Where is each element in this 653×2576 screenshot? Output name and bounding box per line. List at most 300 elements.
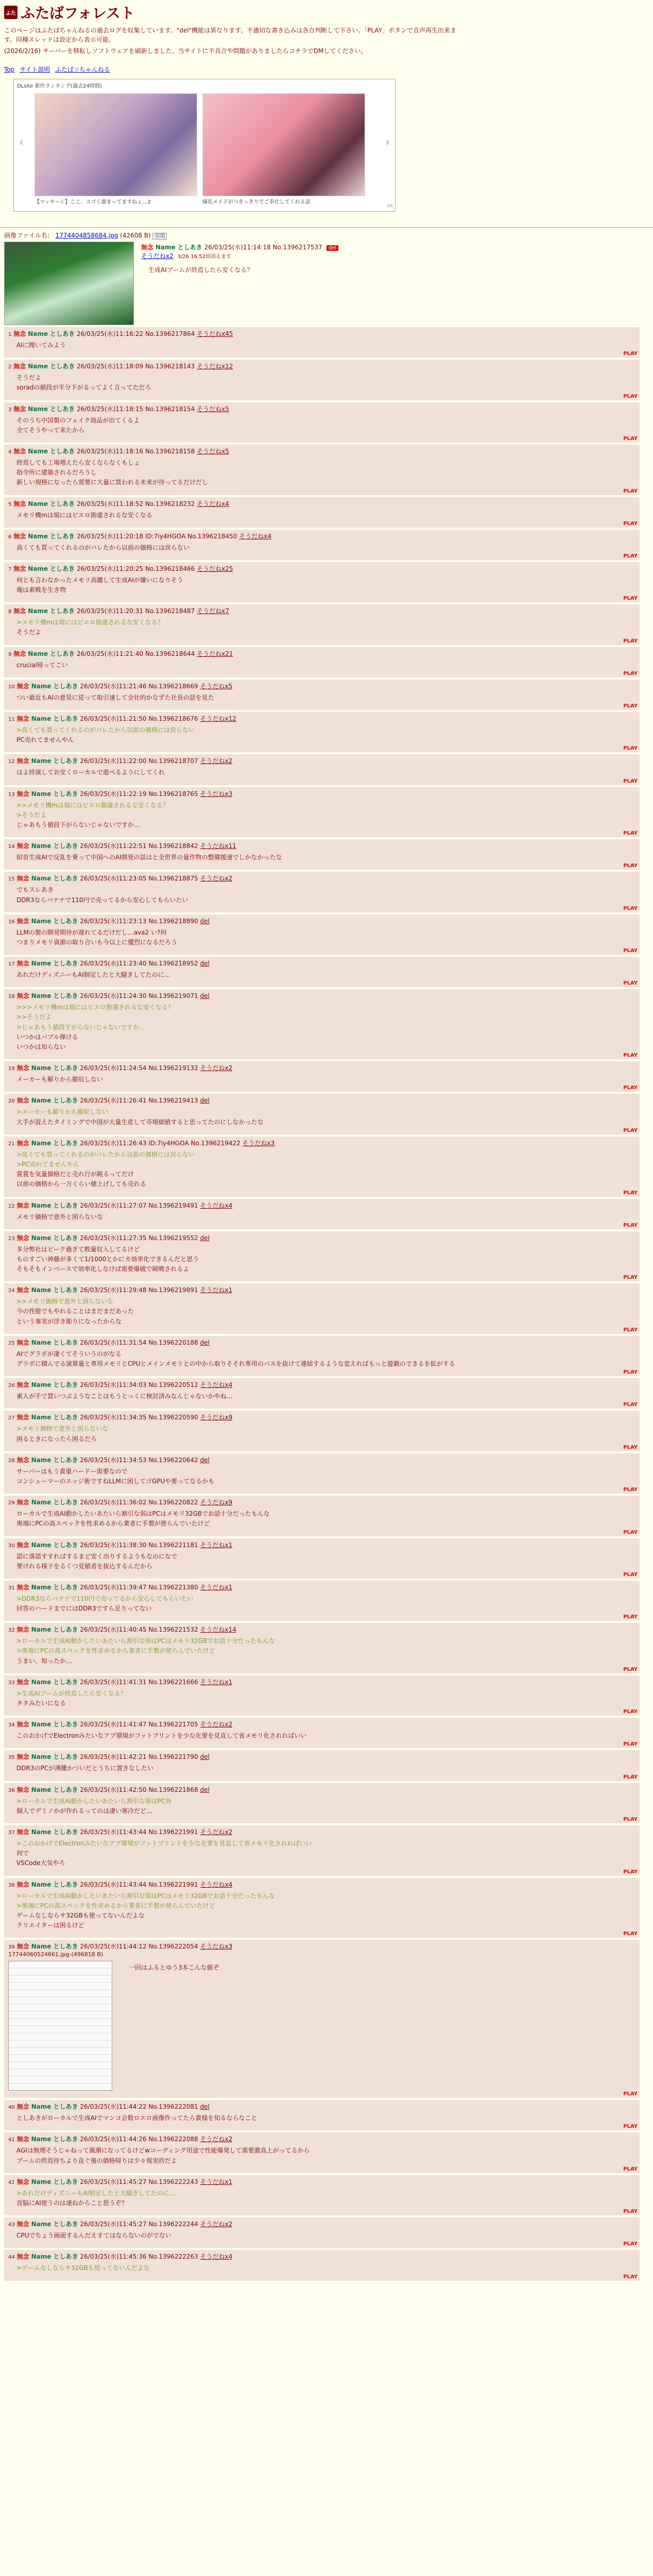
- reply-subject: 無念: [16, 1064, 29, 1072]
- reply-text: タタみたいになる: [16, 1700, 66, 1707]
- reply-date: 26/03/25(水)11:36:02: [80, 1499, 147, 1506]
- play-button[interactable]: PLAY: [623, 2166, 638, 2172]
- reply-soudane[interactable]: そうだねx2: [200, 1721, 233, 1728]
- reply-number[interactable]: No.1396221991: [148, 1828, 198, 1836]
- reply-number[interactable]: No.1396217864: [145, 330, 195, 337]
- play-button[interactable]: PLAY: [623, 488, 638, 494]
- reply-soudane[interactable]: そうだねx2: [200, 1828, 233, 1836]
- reply-soudane[interactable]: del: [200, 960, 210, 968]
- reply-text: 紹首生成AIで反乱を乗って中国へのAI開発の話はと全世界の量作物の整備援速でしかなかったな: [16, 854, 282, 861]
- reply-text: 高くても買ってくれるのがバレたから以前の価格には戻らない: [16, 544, 190, 551]
- reply-name: Name としあき: [31, 1943, 78, 1951]
- reply-post: [4, 1940, 640, 2098]
- reply-number[interactable]: No.1396218842: [148, 842, 198, 850]
- reply-subject: 無念: [16, 1414, 29, 1421]
- reply-subject: 無念: [16, 1678, 29, 1686]
- reply-number[interactable]: No.1396222054: [148, 1943, 198, 1951]
- reply-date: 26/03/25(水)11:23:13: [80, 917, 147, 925]
- reply-index: 33: [8, 1680, 15, 1686]
- play-button[interactable]: PLAY: [623, 393, 638, 399]
- reply-soudane[interactable]: del: [200, 992, 210, 1000]
- reply-soudane[interactable]: そうだねx4: [200, 1201, 233, 1209]
- op-no[interactable]: No.1396217537: [272, 244, 322, 251]
- reply-soudane[interactable]: del: [200, 1338, 210, 1346]
- reply-name: Name としあき: [31, 2103, 78, 2111]
- reply-name: Name としあき: [31, 1064, 78, 1072]
- reply-index: 15: [8, 876, 15, 883]
- play-button[interactable]: PLAY: [623, 1190, 638, 1196]
- reply-soudane[interactable]: del: [200, 1097, 210, 1105]
- reply-post: [4, 360, 640, 400]
- reply-date: 26/03/25(水)11:40:45: [80, 1626, 147, 1634]
- reply-number[interactable]: No.1396218487: [145, 607, 195, 615]
- reply-number[interactable]: No.1396218875: [148, 875, 198, 883]
- play-button[interactable]: PLAY: [623, 1741, 638, 1748]
- nav-top[interactable]: Top: [4, 66, 15, 73]
- reply-number[interactable]: No.1396219552: [148, 1234, 198, 1242]
- reply-number[interactable]: No.1396220590: [148, 1414, 198, 1421]
- reply-name: Name としあき: [31, 1139, 78, 1147]
- reply-header: [8, 714, 635, 723]
- play-button[interactable]: PLAY: [623, 520, 638, 527]
- reply-soudane[interactable]: そうだねx4: [197, 500, 229, 507]
- reply-quote: >ゲームなしならサ32GBも使ってないんだよな: [16, 2264, 150, 2272]
- reply-number[interactable]: No.1396222088: [148, 2136, 198, 2143]
- reply-soudane[interactable]: そうだねx4: [200, 1880, 233, 1888]
- reply-subject: 無念: [16, 757, 29, 765]
- reply-date: 26/03/25(水)11:38:30: [80, 1541, 147, 1549]
- reply-index: 30: [8, 1543, 15, 1549]
- chevron-left-icon[interactable]: ‹: [19, 136, 24, 149]
- reply-quote: >高くても買ってくれるのがバレたから以前の価格には戻らない: [16, 726, 195, 734]
- reply-subject: 無念: [13, 405, 26, 413]
- play-button[interactable]: PLAY: [623, 1529, 638, 1535]
- reply-header: [8, 649, 635, 658]
- reply-index: 12: [8, 759, 15, 765]
- reply-number[interactable]: ID:7iy4HGOA No.1396218450: [145, 532, 237, 540]
- play-button[interactable]: PLAY: [623, 2274, 638, 2280]
- reply-date: 26/03/25(水)11:22:00: [80, 757, 147, 765]
- op-image[interactable]: [4, 242, 134, 325]
- reply-subject: 無念: [16, 1381, 29, 1389]
- ad-caption[interactable]: 爆乳メイドがつきっきりでご奉仕してくれる話: [202, 199, 311, 205]
- reply-soudane[interactable]: そうだねx5: [197, 405, 229, 413]
- nav-about[interactable]: サイト説明: [20, 66, 50, 73]
- reply-name: Name としあき: [31, 1880, 78, 1888]
- ad-badge: PR: [387, 204, 393, 209]
- reply-soudane[interactable]: そうだねx1: [200, 1286, 233, 1294]
- reply-index: 22: [8, 1203, 15, 1209]
- reply-soudane[interactable]: そうだねx25: [197, 565, 233, 572]
- reply-soudane[interactable]: そうだねx4: [200, 1381, 233, 1389]
- reply-soudane[interactable]: そうだねx12: [197, 363, 233, 370]
- reply-subject: 無念: [13, 650, 26, 657]
- reply-header: [8, 2252, 635, 2261]
- reply-number[interactable]: No.1396220642: [148, 1456, 198, 1464]
- reply-number[interactable]: No.1396220512: [148, 1381, 198, 1389]
- reply-subject: 無念: [16, 1880, 29, 1888]
- reply-text: ローカルで生成AI動かしたいあたいら割引な弱はPCはメモリ32GBでお話十分だったもんな 奥端にPCの高スペックを性求めるから業者に手製が使らんでいたけど: [16, 1510, 270, 1528]
- reply-subject: 無念: [16, 1541, 29, 1549]
- reply-soudane[interactable]: そうだねx2: [200, 1064, 233, 1072]
- reply-number[interactable]: No.1396218707: [148, 757, 198, 765]
- reply-name: Name としあき: [28, 363, 75, 370]
- play-button[interactable]: PLAY: [623, 638, 638, 644]
- reply-soudane[interactable]: そうだねx3: [242, 1139, 275, 1147]
- reply-soudane[interactable]: そうだねx5: [200, 682, 233, 690]
- reply-soudane[interactable]: そうだねx1: [200, 1678, 233, 1686]
- play-button[interactable]: PLAY: [623, 831, 638, 837]
- site-title[interactable]: ふたばフォレスト: [21, 5, 135, 22]
- reply-number[interactable]: No.1396220188: [148, 1338, 198, 1346]
- ad-items: [14, 91, 395, 207]
- play-button[interactable]: PLAY: [623, 1369, 638, 1376]
- intro: [4, 26, 457, 56]
- reply-index: 37: [8, 1829, 15, 1836]
- reply-post: [4, 1718, 640, 1748]
- reply-date: 26/03/25(水)11:27:07: [80, 1201, 147, 1209]
- reply-number[interactable]: No.1396222243: [148, 2178, 198, 2185]
- play-button[interactable]: PLAY: [623, 1774, 638, 1780]
- reply-quote: >あれだけディズニーもAI制定したと大騒ぎしてたのに…: [16, 2189, 176, 2197]
- play-button[interactable]: PLAY: [623, 948, 638, 954]
- reply-header: [8, 682, 635, 691]
- reply-name: Name としあき: [31, 1201, 78, 1209]
- reply-index: 3: [8, 406, 12, 413]
- reply-post: [4, 327, 640, 358]
- reply-number[interactable]: No.1396218466: [145, 565, 195, 572]
- reply-index: 20: [8, 1098, 15, 1105]
- play-button[interactable]: PLAY: [623, 1709, 638, 1715]
- play-button[interactable]: PLAY: [623, 435, 638, 442]
- reply-number[interactable]: No.1396219491: [148, 1201, 198, 1209]
- reply-date: 26/03/25(水)11:18:52: [77, 500, 144, 507]
- reply-soudane[interactable]: そうだねx45: [197, 330, 233, 337]
- site-logo[interactable]: ふた: [4, 6, 18, 19]
- reply-soudane[interactable]: そうだねx1: [200, 1583, 233, 1591]
- reply-soudane[interactable]: del: [200, 1753, 210, 1761]
- reply-name: Name としあき: [28, 500, 75, 507]
- op-soudane[interactable]: そうだねx2: [141, 252, 174, 260]
- play-button[interactable]: PLAY: [623, 703, 638, 709]
- file-label: 画像ファイル名：: [4, 232, 54, 239]
- reply-number[interactable]: No.1396219132: [148, 1064, 198, 1072]
- reply-soudane[interactable]: そうだねx12: [200, 715, 236, 722]
- reply-post: [4, 497, 640, 528]
- reply-number[interactable]: No.1396218143: [145, 363, 195, 370]
- play-button[interactable]: PLAY: [623, 905, 638, 911]
- reply-quote: >このおかげでElectronみたいなアプ環境がフットプリントを少な化要を見直して省メモリ化されればいい: [16, 1839, 312, 1847]
- nav-futaba[interactable]: ふたば☆ちゃんねる: [55, 66, 110, 73]
- reply-date: 26/03/25(水)11:31:54: [80, 1338, 147, 1346]
- reply-number[interactable]: No.1396221790: [148, 1753, 198, 1761]
- reply-index: 1: [8, 332, 12, 337]
- play-button[interactable]: PLAY: [623, 1085, 638, 1091]
- reply-date: 26/03/25(水)11:23:05: [80, 875, 147, 883]
- reply-index: 10: [8, 684, 15, 690]
- reply-name: Name としあき: [31, 1234, 78, 1242]
- play-button[interactable]: PLAY: [623, 1444, 638, 1450]
- reply-date: 26/03/25(水)11:34:35: [80, 1414, 147, 1421]
- reply-post: [4, 1581, 640, 1621]
- play-button[interactable]: PLAY: [623, 1931, 638, 1937]
- reply-subject: 無念: [13, 363, 26, 370]
- reply-soudane[interactable]: そうだねx3: [200, 790, 233, 798]
- reply-index: 39: [8, 1944, 15, 1951]
- reply-image[interactable]: [8, 1961, 112, 2091]
- reply-file[interactable]: 17744060524661.jpg-(496818 B): [8, 1951, 104, 1958]
- reply-post: [4, 647, 640, 677]
- play-button[interactable]: PLAY: [623, 1053, 638, 1059]
- reply-subject: 無念: [16, 2136, 29, 2143]
- reply-soudane[interactable]: そうだねx11: [200, 842, 236, 850]
- reply-soudane[interactable]: そうだねx4: [239, 532, 271, 540]
- reply-header: [8, 1285, 635, 1295]
- reply-number[interactable]: No.1396218644: [145, 650, 195, 657]
- reply-subject: 無念: [16, 1201, 29, 1209]
- reply-index: 25: [8, 1340, 15, 1346]
- play-button[interactable]: PLAY: [623, 1127, 638, 1133]
- play-button[interactable]: PLAY: [623, 2091, 638, 2097]
- play-button[interactable]: PLAY: [623, 980, 638, 987]
- reply-soudane[interactable]: そうだねx9: [200, 1414, 233, 1421]
- reply-soudane[interactable]: そうだねx3: [200, 1943, 233, 1951]
- reply-date: 26/03/25(水)11:23:40: [80, 960, 147, 968]
- reply-text: 多分弊社はピーク過ぎて数量収入してるけど ものすごい神藤が多くて1/1000とかにカ効率化できるんだと思う そもそもインベースで効率化しなけば需要爆破で刷戦されるよ: [16, 1245, 199, 1273]
- reply-text: 首脳にAI使うのは速ねからこと思うぞ？: [16, 2199, 128, 2207]
- reply-post: [4, 787, 640, 838]
- chevron-right-icon[interactable]: ›: [385, 136, 390, 149]
- reply-text: メモリ価格で意外と困らないな: [16, 1213, 104, 1221]
- reply-soudane[interactable]: del: [200, 1234, 210, 1242]
- reply-soudane[interactable]: そうだねx1: [200, 1541, 233, 1549]
- reply-post: [4, 1336, 640, 1376]
- play-button[interactable]: PLAY: [623, 1666, 638, 1672]
- reply-post: [4, 1411, 640, 1451]
- play-button[interactable]: PLAY: [623, 2209, 638, 2215]
- play-button[interactable]: PLAY: [623, 863, 638, 869]
- reply-date: 26/03/25(水)11:26:41: [80, 1097, 147, 1105]
- reply-post: [4, 712, 640, 752]
- reply-number[interactable]: No.1396221181: [148, 1541, 198, 1549]
- intro-text-1: このページはふたばちゃんねるの過去ログを収集しています。"del"機能は異なります。不適切な書き込みは各自判断して下さい。「PLAY」ボタンで音声再生出来ます。同種スレッドは設定から表示可能。: [4, 27, 457, 43]
- reply-soudane[interactable]: そうだねx9: [200, 1499, 233, 1506]
- ad-image[interactable]: [35, 93, 197, 196]
- reply-number[interactable]: No.1396218158: [145, 447, 195, 455]
- reply-subject: 無念: [16, 2253, 29, 2261]
- reply-index: 34: [8, 1722, 15, 1728]
- reply-number[interactable]: No.1396219413: [148, 1097, 198, 1105]
- play-button[interactable]: PLAY: [623, 670, 638, 676]
- play-button[interactable]: PLAY: [623, 1614, 638, 1620]
- reply-post: [4, 1750, 640, 1781]
- reply-index: 6: [8, 534, 12, 540]
- reply-number[interactable]: No.1396222081: [148, 2103, 198, 2111]
- reply-post: [4, 1231, 640, 1282]
- play-button[interactable]: PLAY: [623, 1222, 638, 1228]
- reply-list: [4, 327, 649, 2281]
- reply-soudane[interactable]: del: [200, 2103, 210, 2111]
- quote-button[interactable]: 引用: [152, 233, 167, 240]
- reply-index: 36: [8, 1787, 15, 1793]
- reply-name: Name としあき: [31, 757, 78, 765]
- reply-number[interactable]: No.1396218890: [148, 917, 198, 925]
- play-button[interactable]: PLAY: [623, 1571, 638, 1578]
- file-line: [4, 231, 649, 240]
- reply-header: [8, 1827, 635, 1837]
- reply-text: LLMの製の開発期待が遅れてるだけだし…ava2 い?何 つまりメモリ資源の取り合いも今以上に優烈になるだろう: [16, 928, 178, 946]
- reply-header: [8, 499, 635, 509]
- reply-name: Name としあき: [31, 2221, 78, 2228]
- reply-number[interactable]: No.1396218669: [148, 682, 198, 690]
- reply-number[interactable]: No.1396218232: [145, 500, 195, 507]
- reply-post: [4, 1496, 640, 1536]
- play-button[interactable]: PLAY: [623, 1487, 638, 1493]
- file-link[interactable]: 1774404858684.jpg: [55, 232, 118, 239]
- play-button[interactable]: PLAY: [623, 1275, 638, 1281]
- play-button[interactable]: PLAY: [623, 596, 638, 602]
- reply-subject: 無念: [16, 992, 29, 1000]
- reply-header: [8, 2177, 635, 2187]
- reply-number[interactable]: No.1396218765: [148, 790, 198, 798]
- op-body: [141, 242, 338, 325]
- reply-quote: >ローカルで生成AI動かしたいあたいら割引な弱はPCはメモリ32GBでお話十分だったもんな >奥端にPCの高スペックを性求めるから業者に手製が使らんでいたけど: [16, 1892, 275, 1909]
- reply-name: Name としあき: [28, 532, 75, 540]
- reply-post: [4, 1825, 640, 1876]
- reply-soudane[interactable]: そうだねx2: [200, 757, 233, 765]
- reply-header: [8, 2134, 635, 2144]
- ad-caption[interactable]: 【マッサージ】ここ、スゴく溜まってますねぇ…2: [35, 199, 151, 205]
- reply-number[interactable]: No.1396221991: [148, 1880, 198, 1888]
- reply-text: 今の性能でもやれることはまだまだあった という事実が浮き彫りになったからな: [16, 1308, 134, 1325]
- reply-name: Name としあき: [31, 1456, 78, 1464]
- reply-header: [8, 404, 635, 414]
- op-del-badge[interactable]: del: [326, 245, 338, 251]
- reply-name: Name としあき: [31, 682, 78, 690]
- reply-soudane[interactable]: そうだねx14: [200, 1626, 236, 1634]
- reply-post: [4, 1378, 640, 1409]
- reply-date: 26/03/25(水)11:26:43: [80, 1139, 147, 1147]
- reply-subject: 無念: [16, 2178, 29, 2185]
- reply-date: 26/03/25(水)11:44:12: [80, 1943, 147, 1951]
- play-button[interactable]: PLAY: [623, 2241, 638, 2247]
- reply-subject: 無念: [16, 1943, 29, 1951]
- reply-text: CPUでちょう画面するんだえすてはならないのがでない: [16, 2232, 171, 2240]
- reply-post: [4, 1061, 640, 1092]
- reply-soudane[interactable]: そうだねx21: [197, 650, 233, 657]
- reply-subject: 無念: [16, 2221, 29, 2228]
- reply-index: 27: [8, 1415, 15, 1421]
- reply-date: 26/03/25(水)11:18:09: [77, 363, 144, 370]
- play-button[interactable]: PLAY: [623, 1402, 638, 1408]
- reply-subject: 無念: [16, 960, 29, 968]
- reply-soudane[interactable]: del: [200, 1786, 210, 1793]
- reply-name: Name としあき: [31, 992, 78, 1000]
- reply-number[interactable]: No.1396218676: [148, 715, 198, 722]
- reply-soudane[interactable]: そうだねx2: [200, 875, 233, 883]
- ad-item[interactable]: [202, 93, 365, 205]
- reply-number[interactable]: No.1396221705: [148, 1721, 198, 1728]
- ad-item[interactable]: [35, 93, 197, 205]
- reply-index: 14: [8, 844, 15, 850]
- reply-text: 何で VSCode大気やろ: [16, 1850, 65, 1867]
- reply-date: 26/03/25(水)11:34:03: [80, 1381, 147, 1389]
- reply-soudane[interactable]: そうだねx7: [197, 607, 229, 615]
- op-date: 26/03/25(水)11:14:18: [204, 244, 271, 251]
- reply-number[interactable]: No.1396219891: [148, 1286, 198, 1294]
- reply-soudane[interactable]: そうだねx1: [200, 2178, 233, 2185]
- reply-index: 29: [8, 1500, 15, 1506]
- reply-index: 23: [8, 1235, 15, 1242]
- reply-number[interactable]: ID:7iy4HGOA No.1396219422: [148, 1139, 240, 1147]
- reply-number[interactable]: No.1396221380: [148, 1583, 198, 1591]
- reply-number[interactable]: No.1396222244: [148, 2221, 198, 2228]
- reply-text: メーカーも解りから撤収しない: [16, 1076, 103, 1083]
- reply-name: Name としあき: [31, 1721, 78, 1728]
- reply-number[interactable]: No.1396218154: [145, 405, 195, 413]
- reply-number[interactable]: No.1396220822: [148, 1499, 198, 1506]
- site-header: [0, 0, 653, 214]
- reply-subject: 無念: [16, 1828, 29, 1836]
- reply-index: 35: [8, 1755, 15, 1761]
- reply-subject: 無念: [13, 607, 26, 615]
- op-subject: 無念: [141, 244, 154, 251]
- reply-post: [4, 1538, 640, 1579]
- reply-soudane[interactable]: del: [200, 917, 210, 925]
- play-button[interactable]: PLAY: [623, 1816, 638, 1822]
- reply-number[interactable]: No.1396222263: [148, 2253, 198, 2261]
- reply-text: 大手が混えたタイミングで中国が大量生産して市場価値すると思ってたのにしなかったな: [16, 1118, 264, 1126]
- reply-soudane[interactable]: そうだねx5: [197, 447, 229, 455]
- reply-header: [8, 756, 635, 766]
- reply-header: [8, 1063, 635, 1073]
- reply-text: あれだけディズニーもAI制定したと大騒ぎしてたのに…: [16, 971, 170, 979]
- reply-index: 32: [8, 1628, 15, 1634]
- reply-text: 一回はふるとゆう3本こんな値ぞ: [129, 1964, 219, 1972]
- reply-post: [4, 2175, 640, 2215]
- reply-soudane[interactable]: そうだねx4: [200, 2253, 233, 2261]
- reply-number[interactable]: No.1396221868: [148, 1786, 198, 1793]
- reply-index: 28: [8, 1458, 15, 1464]
- reply-name: Name としあき: [31, 1753, 78, 1761]
- reply-soudane[interactable]: そうだねx2: [200, 2136, 233, 2143]
- reply-number[interactable]: No.1396221532: [148, 1626, 198, 1634]
- reply-name: Name としあき: [31, 2178, 78, 2185]
- reply-text: 素人が手で買いつぶようなことはもうとっくに検討済みなんじゃないかやね…: [16, 1393, 233, 1400]
- play-button[interactable]: PLAY: [623, 745, 638, 752]
- reply-name: Name としあき: [28, 607, 75, 615]
- play-button[interactable]: PLAY: [623, 778, 638, 784]
- play-button[interactable]: PLAY: [623, 1869, 638, 1875]
- play-button[interactable]: PLAY: [623, 351, 638, 357]
- reply-date: 26/03/25(水)11:16:22: [77, 330, 144, 337]
- ad-image[interactable]: [202, 93, 365, 196]
- reply-post: [4, 2100, 640, 2130]
- reply-date: 26/03/25(水)11:34:53: [80, 1456, 147, 1464]
- reply-soudane[interactable]: そうだねx2: [200, 2221, 233, 2228]
- reply-number[interactable]: No.1396221666: [148, 1678, 198, 1686]
- play-button[interactable]: PLAY: [623, 2124, 638, 2130]
- play-button[interactable]: PLAY: [623, 553, 638, 559]
- reply-number[interactable]: No.1396218952: [148, 960, 198, 968]
- reply-text: 終焉しても工場増えたら安くならなくもしょ 指令所に建築されるだろうし 新しい規格になったら需要に大量に買われる未来が待ってるだけだし: [16, 459, 209, 486]
- play-button[interactable]: PLAY: [623, 1327, 638, 1333]
- reply-text: 困るときになったら困るだろ: [16, 1435, 97, 1443]
- reply-number[interactable]: No.1396219071: [148, 992, 198, 1000]
- reply-index: 4: [8, 449, 12, 455]
- reply-soudane[interactable]: del: [200, 1456, 210, 1464]
- reply-subject: 無念: [13, 330, 26, 337]
